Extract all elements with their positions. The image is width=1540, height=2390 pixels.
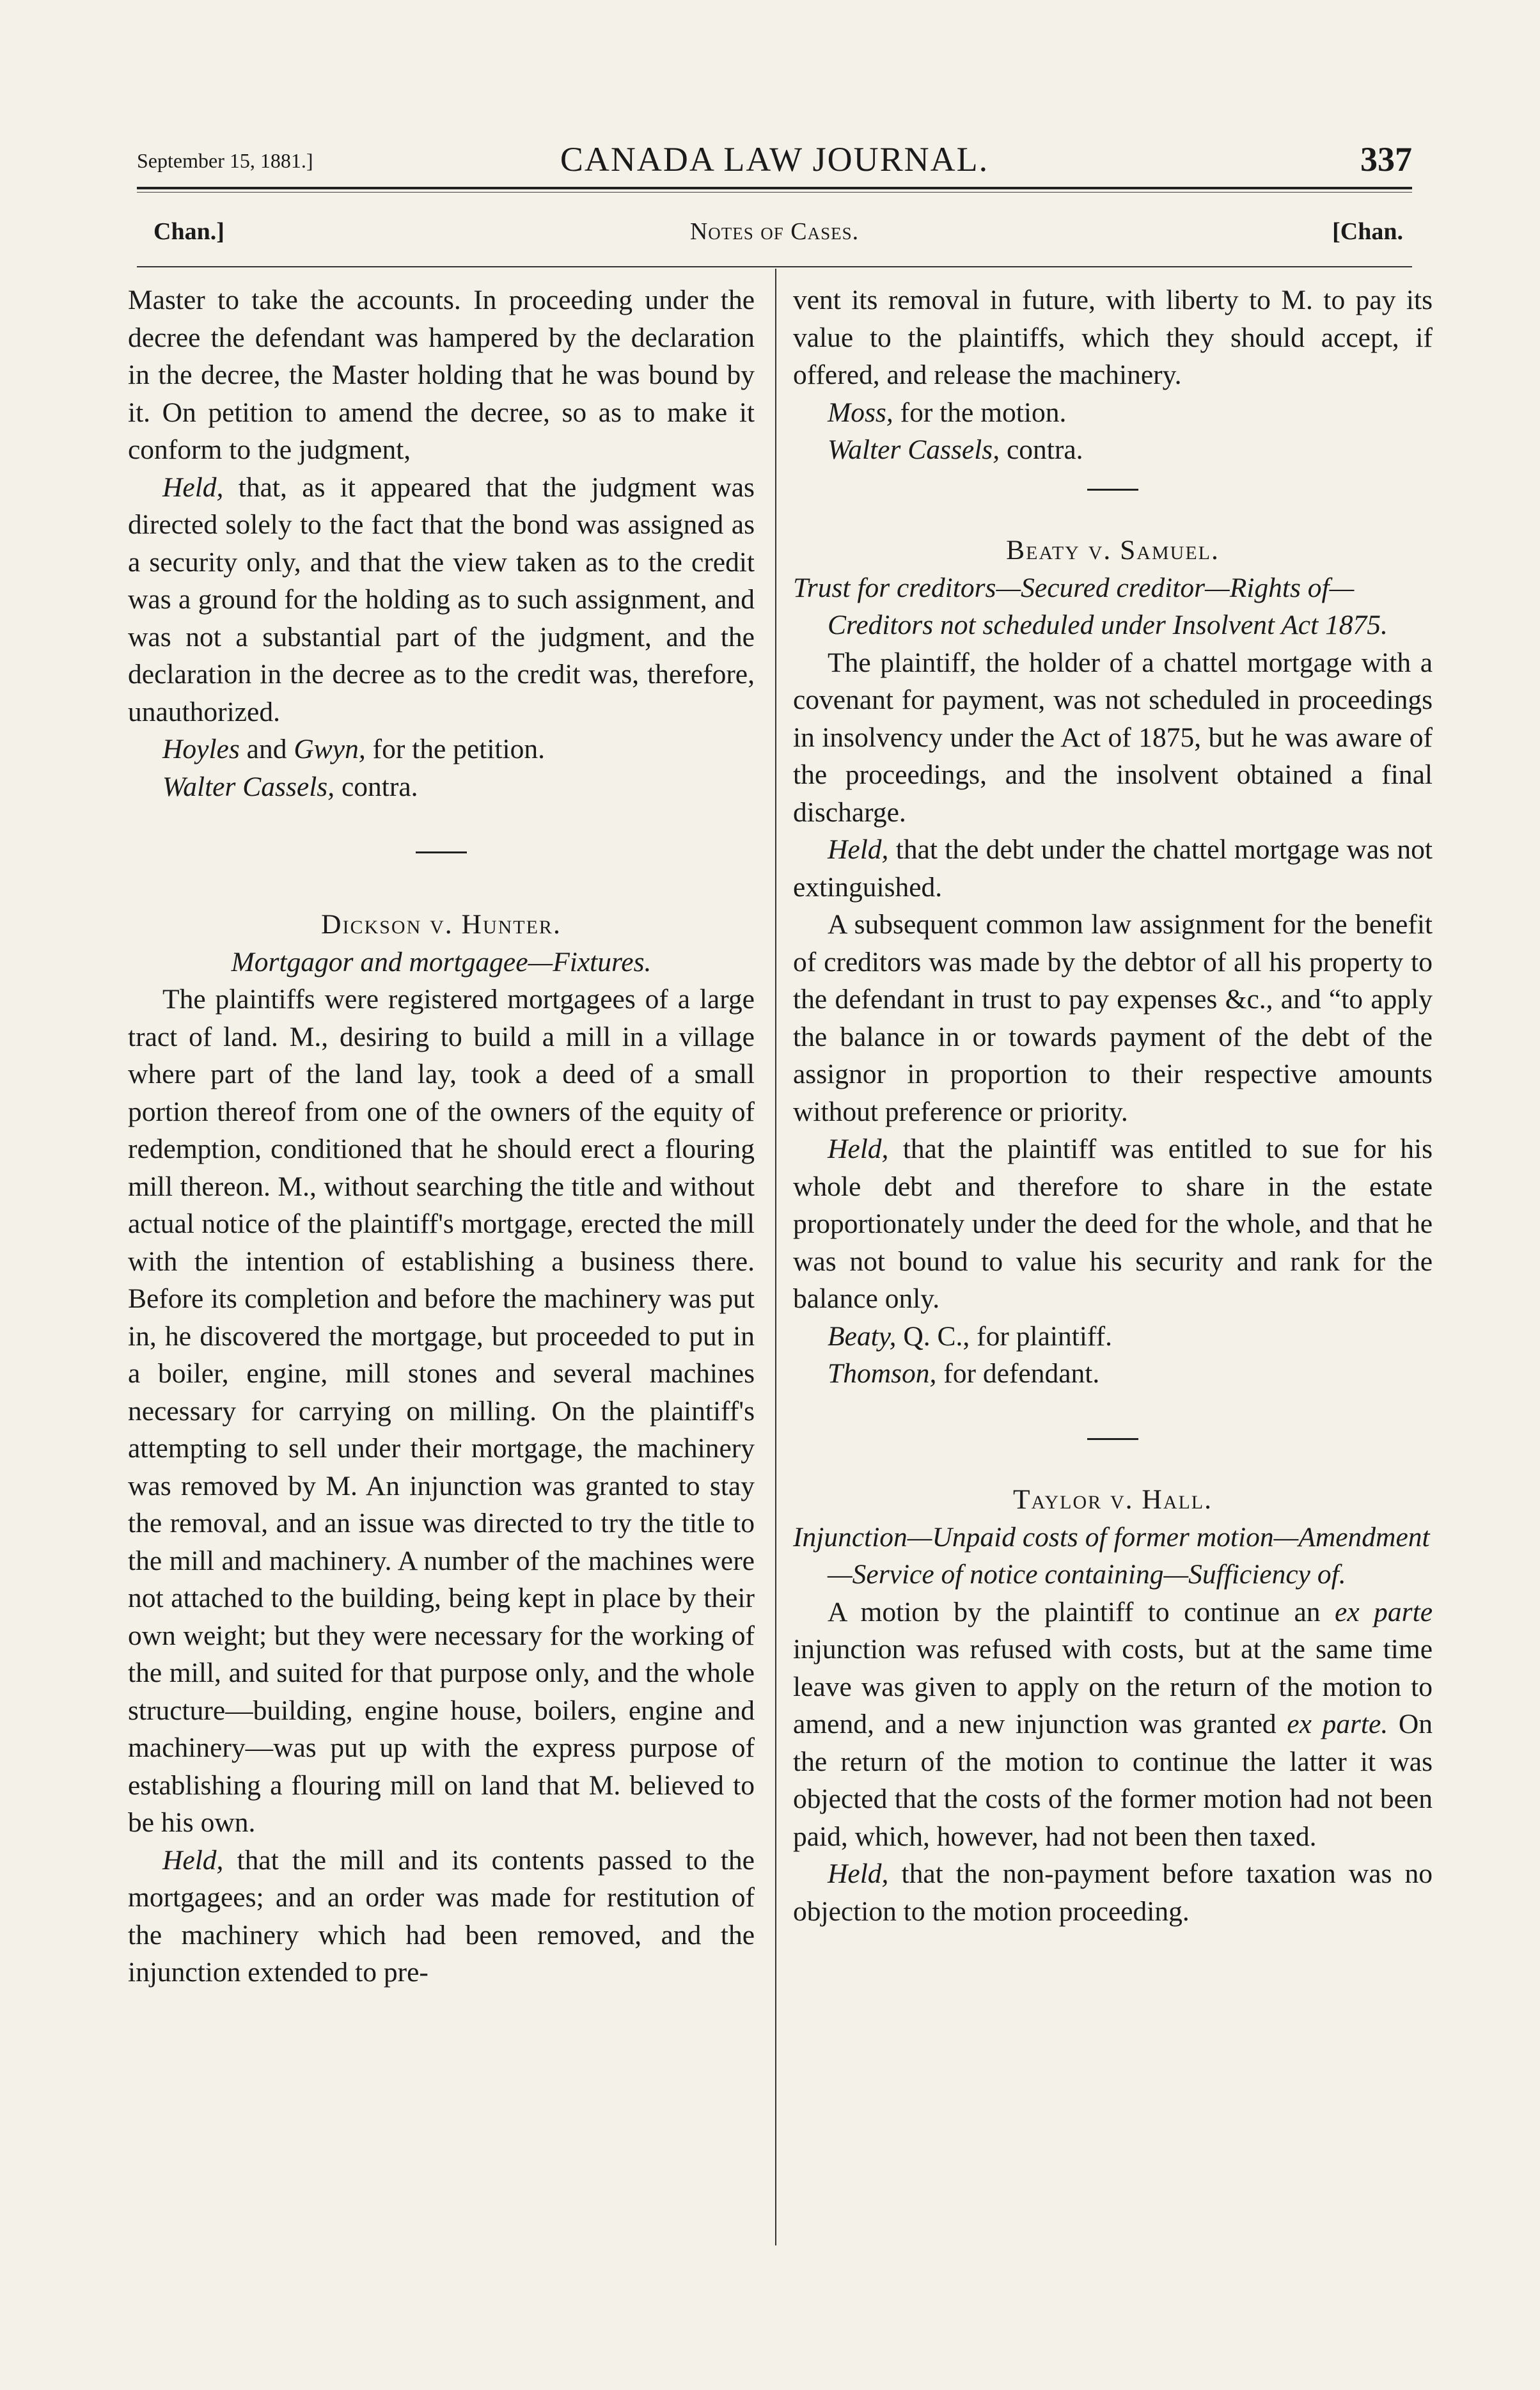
case-separator [793,469,1433,507]
section-head [137,218,1412,256]
counsel-name: Gwyn, [294,734,366,764]
counsel-name: Hoyles [162,734,240,764]
counsel-line [793,431,1433,469]
counsel-role: contra. [1000,434,1083,465]
counsel-line [128,731,755,768]
held-lead: Held, [828,1858,889,1889]
held-lead: Held, [162,471,224,503]
case-headnote: Mortgagor and mortgagee—Fixtures. [231,946,652,977]
case-headnote: Injunction—Unpaid costs of former motion—Amendment—Service of notice containing—Sufficiency of. [793,1521,1430,1590]
counsel-role: for the motion. [893,397,1067,428]
case-headnote: Trust for creditors—Secured creditor—Rights of—Creditors not scheduled under Insolvent Act 1875. [793,572,1388,640]
held-text: that, as it appeared that the judgment was directed solely to the fact that the bond was assigned as a security only, and that the view taken as to the credit was a ground for the holding as to such assignment, and was not a substantial part of the judgment, and the declaration in the decree as to the credit was, therefore, unauthorized. [128,471,755,727]
counsel-line [793,1355,1433,1393]
paragraph: The plaintiffs were registered mortgagees of a large tract of land. M., desiring to build a mill in a village where part of the land lay, took a deed of a small portion thereof from one of the owners of the equity of redemption, conditioned that he should erect a flouring mill thereon. M., without searching the title and without actual notice of the plaintiff's mortgage, erected the mill with the intention of establishing a business there. Before its completion and before the machinery was put in, he discovered the mortgage, but proceeded to put in a boiler, engine, mill stones and several machines necessary for carrying on milling. On the plaintiff's attempting to sell under their mortgage, the machinery was removed by M. An injunction was granted to stay the removal, and an issue was directed to try the title to the mill and machinery. A number of the machines were not attached to the building, being kept in place by their own weight; but they were necessary for the working of the mill, and suited for that purpose only, and the whole structure—building, engine house, boilers, engine and machinery—was put up with the express purpose of establishing a flouring mill on land that M. believed to be his own. [128,984,755,1838]
case-title: Beaty v. Samuel. [1006,535,1220,566]
paragraph: A subsequent common law assignment for the benefit of creditors was made by the debtor of all his property to the defendant in trust to pay expenses &c., and “to apply the balance in or towards payment of the debt of the assignor in proportion to their respective amounts without preference or priority. [793,909,1433,1127]
journal-title: CANADA LAW JOURNAL. [560,140,989,178]
held-paragraph [793,1855,1433,1930]
column-divider [775,269,776,2245]
held-lead: Held, [828,1134,889,1164]
case-separator [793,1418,1433,1456]
issue-date: September 15, 1881.] [137,149,313,172]
counsel-name: Walter Cassels, [828,434,1000,465]
text-run: A motion by the plaintiff to continue an [828,1596,1335,1627]
counsel-name: Moss, [828,397,893,428]
counsel-role: for defendant. [936,1358,1100,1389]
right-column [793,281,1433,1930]
counsel-line [793,1318,1433,1356]
text-run: On the return of the motion to continue the latter it was objected that the costs of the former motion had not been paid, which, however, had not been then taxed. [793,1709,1433,1852]
counsel-name: Beaty, [828,1320,897,1352]
held-lead: Held, [162,1844,224,1876]
counsel-and: and [239,734,294,764]
section-left: Chan.] [153,218,224,245]
paragraph: The plaintiff, the holder of a chattel mortgage with a covenant for payment, was not scheduled in proceedings in insolvency under the Act of 1875, but he was aware of the proceedings, and the insolvent obtained a final discharge. [793,647,1433,828]
paragraph [793,1594,1433,1856]
section-right: [Chan. [1332,218,1403,245]
header-rule [137,187,1412,189]
counsel-name: Walter Cassels, [162,771,335,802]
held-text: that the plaintiff was entitled to sue for his whole debt and therefore to share in the estate proportionately under the deed for the whole, and that he was not bound to value his security and rank for the balance only. [793,1134,1433,1314]
header-rule-thin [137,192,1412,193]
section-title: Notes of Cases. [689,218,860,245]
case-title: Taylor v. Hall. [1012,1484,1213,1515]
section-rule [137,266,1412,267]
held-text: that the debt under the chattel mortgage was not extinguished. [793,834,1433,903]
italic-run: ex parte. [1287,1709,1388,1739]
paragraph: Master to take the accounts. In proceeding under the decree the defendant was hampered by the declaration in the decree, the Master holding that he was bound by it. On petition to amend the decree, so as to make it conform to the judgment, [128,285,755,465]
text-run: injunction was refused with costs, but at the same time leave was given to apply on the return of the motion to amend, and a new injunction was granted [793,1634,1433,1739]
counsel-role: Q. C., for plaintiff. [896,1320,1112,1352]
counsel-role: contra. [334,771,418,802]
page-number: 337 [1360,140,1412,178]
left-column [128,281,755,1991]
running-head [137,128,1412,179]
held-text: that the non-payment before taxation was no objection to the motion proceeding. [793,1858,1433,1927]
counsel-name: Thomson, [828,1358,937,1389]
held-text: that the mill and its contents passed to the mortgagees; and an order was made for restitution of the machinery which had been removed, and the injunction extended to pre- [128,1844,755,1988]
case-title: Dickson v. Hunter. [321,909,562,940]
held-paragraph [128,469,755,731]
counsel-role: for the petition. [365,734,545,764]
counsel-line [128,768,755,806]
held-paragraph [793,1130,1433,1318]
held-paragraph [128,1842,755,1991]
held-paragraph [793,831,1433,906]
paragraph: vent its removal in future, with liberty to M. to pay its value to the plaintiffs, which they should accept, if offered, and release the machinery. [793,285,1433,390]
case-separator [128,831,755,869]
held-lead: Held, [828,834,889,865]
counsel-line [793,394,1433,432]
italic-run: ex parte [1335,1596,1433,1627]
